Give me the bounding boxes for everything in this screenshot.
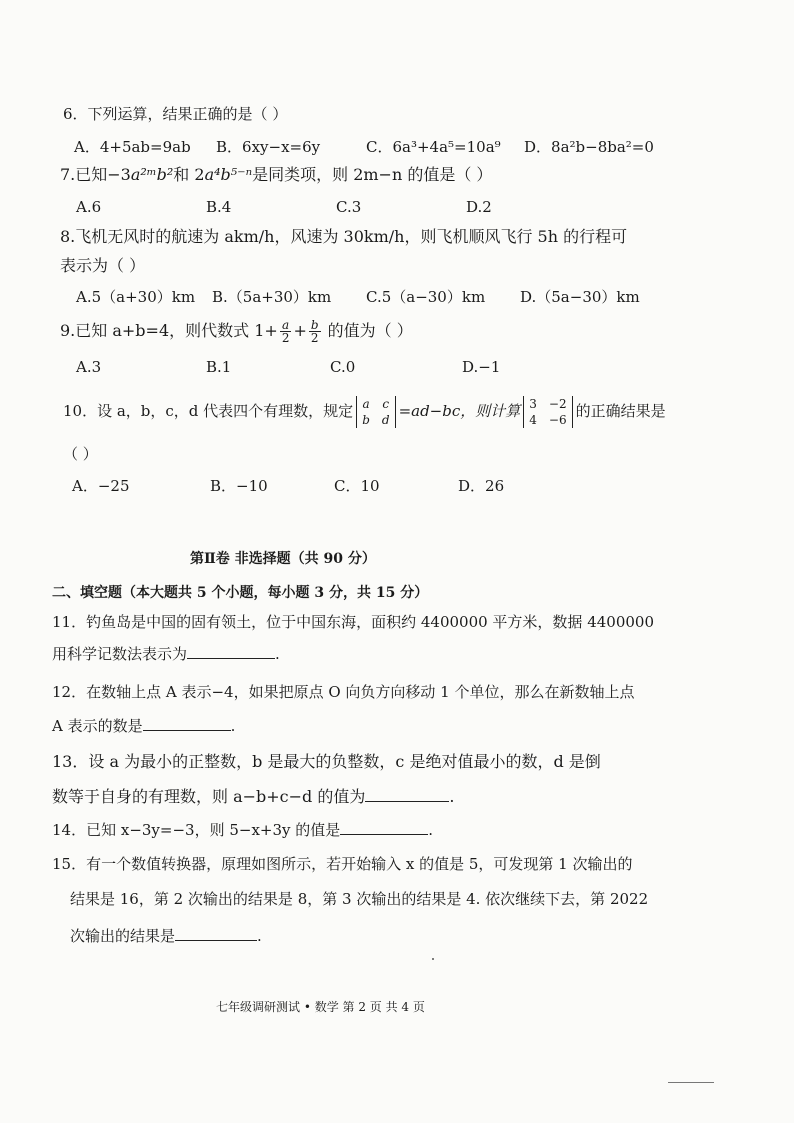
q8-stem-line2: 表示为（ ） <box>60 256 146 275</box>
q8-option-c: C.5（a−30）km <box>366 288 486 306</box>
q12-line1: 12．在数轴上点 A 表示−4，如果把原点 O 向负方向移动 1 个单位，那么在新数轴上点 <box>52 683 635 701</box>
q15-answer-blank[interactable] <box>175 926 257 941</box>
q7-option-a: A.6 <box>76 198 102 216</box>
q8-option-a: A.5（a+30）km <box>76 288 196 306</box>
q11-line2: 用科学记数法表示为 . <box>52 645 280 663</box>
q15-line2: 结果是 16，第 2 次输出的结果是 8，第 3 次输出的结果是 4. 依次继续下去，第 2022 <box>70 890 649 908</box>
section-subtitle: 二、填空题（本大题共 5 个小题，每小题 3 分，共 15 分） <box>52 585 429 601</box>
q10-option-c: C．10 <box>334 477 380 495</box>
q10-paren: （ ） <box>63 445 98 463</box>
page-footer: 七年级调研测试 • 数学 第 2 页 共 4 页 <box>216 1000 425 1014</box>
q10-option-b: B．−10 <box>210 477 268 495</box>
q9-fraction-a: $\frac{a}{2}$ <box>281 318 290 345</box>
q8-stem-line1: 8.飞机无风时的航速为 akm/h，风速为 30km/h，则飞机顺风飞行 5h 的行程可 <box>60 227 628 246</box>
q10-option-d: D．26 <box>458 477 505 495</box>
q6-option-d: D．8a²b−8ba²=0 <box>524 138 654 156</box>
q13-answer-blank[interactable] <box>365 787 449 802</box>
q15-line3: 次输出的结果是 . <box>70 927 262 945</box>
q11-line1: 11．钓鱼岛是中国的固有领土，位于中国东海，面积约 4400000 平方米，数据 4400000 <box>52 613 655 631</box>
q13-line2: 数等于自身的有理数，则 a−b+c−d 的值为 . <box>52 787 455 806</box>
q6-option-a: A．4+5ab=9ab <box>74 138 191 156</box>
q9-option-b: B.1 <box>206 358 232 376</box>
q8-option-b: B.（5a+30）km <box>212 288 332 306</box>
q10-option-a: A．−25 <box>72 477 130 495</box>
q12-line2: A 表示的数是 . <box>52 717 236 735</box>
q10-determinant-definition: a c b d <box>356 396 395 428</box>
q7-option-d: D.2 <box>466 198 492 216</box>
q6-stem: 6．下列运算，结果正确的是（ ） <box>63 105 288 123</box>
section-title: 第Ⅱ卷 非选择题（共 90 分） <box>190 551 376 567</box>
q11-answer-blank[interactable] <box>187 644 275 659</box>
q7-option-c: C.3 <box>336 198 362 216</box>
q6-option-c: C．6a³+4a⁵=10a⁹ <box>366 138 501 156</box>
q14-answer-blank[interactable] <box>340 820 428 835</box>
q15-line1: 15．有一个数值转换器，原理如图所示，若开始输入 x 的值是 5，可发现第 1 次输出的 <box>52 855 633 873</box>
q13-line1: 13．设 a 为最小的正整数，b 是最大的负整数，c 是绝对值最小的数，d 是倒 <box>52 752 601 771</box>
q9-option-c: C.0 <box>330 358 356 376</box>
q14-line1: 14．已知 x−3y=−3，则 5−x+3y 的值是 . <box>52 821 434 839</box>
q9-stem: 9.已知 a+b=4，则代数式 1+ $\frac{a}{2}$ + $\frac{b}{2}$ 的值为（ ） <box>60 318 413 345</box>
scan-mark <box>668 1082 714 1083</box>
q6-option-b: B．6xy−x=6y <box>216 138 321 156</box>
q9-fraction-b: $\frac{b}{2}$ <box>310 318 319 345</box>
q9-option-d: D.−1 <box>462 358 501 376</box>
q8-option-d: D.（5a−30）km <box>520 288 640 306</box>
q10-stem: 10．设 a，b，c，d 代表四个有理数，规定 a c b d =ad−bc，则计算 3 −2 4 −6 的正确结果是 <box>63 397 666 427</box>
q7-option-b: B.4 <box>206 198 232 216</box>
q12-answer-blank[interactable] <box>143 716 231 731</box>
q10-determinant-compute: 3 −2 4 −6 <box>523 396 572 428</box>
q9-option-a: A.3 <box>76 358 102 376</box>
scan-dot <box>432 958 434 960</box>
q7-stem: 7.已知−3a²ᵐb²和 2a⁴b⁵⁻ⁿ是同类项，则 2m−n 的值是（ ） <box>60 165 493 184</box>
